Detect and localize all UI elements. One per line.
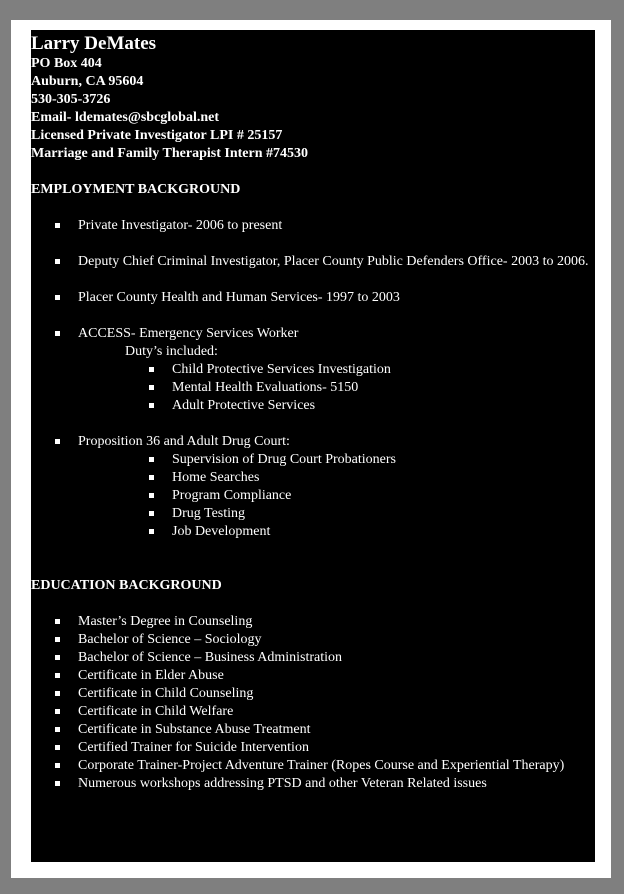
bullet-icon: [149, 367, 154, 372]
employment-list: [31, 217, 595, 343]
page-frame: [11, 20, 611, 878]
email-address: Email- ldemates@sbcglobal.net: [31, 110, 220, 125]
access-duty-1: Child Protective Services Investigation: [172, 362, 391, 377]
bullet-icon: [149, 511, 154, 516]
list-item: [31, 649, 595, 667]
education-item-1: Master’s Degree in Counseling: [78, 614, 253, 629]
bullet-icon: [55, 709, 60, 714]
prop36-duty-2: Home Searches: [172, 470, 260, 485]
list-item: [31, 289, 595, 307]
intern-number: Marriage and Family Therapist Intern #74530: [31, 146, 309, 161]
education-item-3: Bachelor of Science – Business Administration: [78, 650, 343, 665]
list-item: [31, 739, 595, 757]
education-item-5: Certificate in Child Counseling: [78, 686, 254, 701]
list-item: [31, 631, 595, 649]
bullet-icon: [149, 385, 154, 390]
bullet-icon: [55, 637, 60, 642]
bullet-icon: [55, 259, 60, 264]
bullet-icon: [55, 763, 60, 768]
prop36-duty-1: Supervision of Drug Court Probationers: [172, 452, 396, 467]
education-list: [31, 613, 595, 793]
access-duties-list: [31, 361, 595, 415]
bullet-icon: [55, 673, 60, 678]
bullet-icon: [55, 781, 60, 786]
bullet-icon: [55, 727, 60, 732]
list-item: [31, 757, 595, 775]
bullet-icon: [55, 223, 60, 228]
education-item-4: Certificate in Elder Abuse: [78, 668, 224, 683]
bullet-icon: [55, 331, 60, 336]
bullet-icon: [55, 745, 60, 750]
license-number: Licensed Private Investigator LPI # 25157: [31, 128, 283, 143]
bullet-icon: [55, 691, 60, 696]
list-item: [31, 505, 595, 523]
list-item: [31, 379, 595, 397]
employment-item-3: Placer County Health and Human Services- 1997 to 2003: [78, 290, 400, 305]
access-duty-3: Adult Protective Services: [172, 398, 316, 413]
prop36-duty-4: Drug Testing: [172, 506, 246, 521]
list-item: [31, 721, 595, 739]
employment-heading: EMPLOYMENT BACKGROUND: [31, 182, 241, 197]
list-item: [31, 487, 595, 505]
duties-label: Duty’s included:: [125, 344, 218, 359]
list-item: [31, 469, 595, 487]
bullet-icon: [149, 493, 154, 498]
bullet-icon: [149, 457, 154, 462]
address-line-2: Auburn, CA 95604: [31, 74, 144, 89]
list-item: [31, 397, 595, 415]
access-duty-2: Mental Health Evaluations- 5150: [172, 380, 359, 395]
prop36-duty-3: Program Compliance: [172, 488, 292, 503]
bullet-icon: [55, 439, 60, 444]
bullet-icon: [149, 475, 154, 480]
list-item: [31, 361, 595, 379]
list-item: [31, 217, 595, 235]
list-item: [31, 523, 595, 541]
list-item: [31, 703, 595, 721]
employment-item-1: Private Investigator- 2006 to present: [78, 218, 283, 233]
resume-page: [31, 30, 595, 862]
list-item: [31, 667, 595, 685]
education-item-7: Certificate in Substance Abuse Treatment: [78, 722, 311, 737]
education-item-2: Bachelor of Science – Sociology: [78, 632, 262, 647]
education-item-8: Certified Trainer for Suicide Intervention: [78, 740, 309, 755]
prop36-list: [31, 433, 595, 541]
prop36-title: Proposition 36 and Adult Drug Court:: [78, 434, 290, 449]
list-item: [31, 325, 595, 343]
applicant-name: Larry DeMates: [31, 33, 157, 54]
education-item-10: Numerous workshops addressing PTSD and other Veteran Related issues: [78, 776, 487, 791]
education-heading: EDUCATION BACKGROUND: [31, 578, 222, 593]
list-item: [31, 685, 595, 703]
list-item: [31, 775, 595, 793]
bullet-icon: [149, 403, 154, 408]
bullet-icon: [55, 655, 60, 660]
resume-content: [31, 33, 595, 793]
list-item: [31, 451, 595, 469]
employment-item-2: Deputy Chief Criminal Investigator, Placer County Public Defenders Office- 2003 to 2006.: [78, 254, 589, 269]
list-item: [31, 433, 595, 451]
bullet-icon: [55, 295, 60, 300]
bullet-icon: [55, 619, 60, 624]
phone-number: 530-305-3726: [31, 92, 111, 107]
address-line-1: PO Box 404: [31, 56, 102, 71]
list-item: [31, 613, 595, 631]
list-item: [31, 253, 595, 271]
prop36-duty-5: Job Development: [172, 524, 271, 539]
education-item-9: Corporate Trainer-Project Adventure Trainer (Ropes Course and Experiential Therapy): [78, 758, 565, 773]
education-item-6: Certificate in Child Welfare: [78, 704, 234, 719]
access-title: ACCESS- Emergency Services Worker: [78, 326, 299, 341]
bullet-icon: [149, 529, 154, 534]
